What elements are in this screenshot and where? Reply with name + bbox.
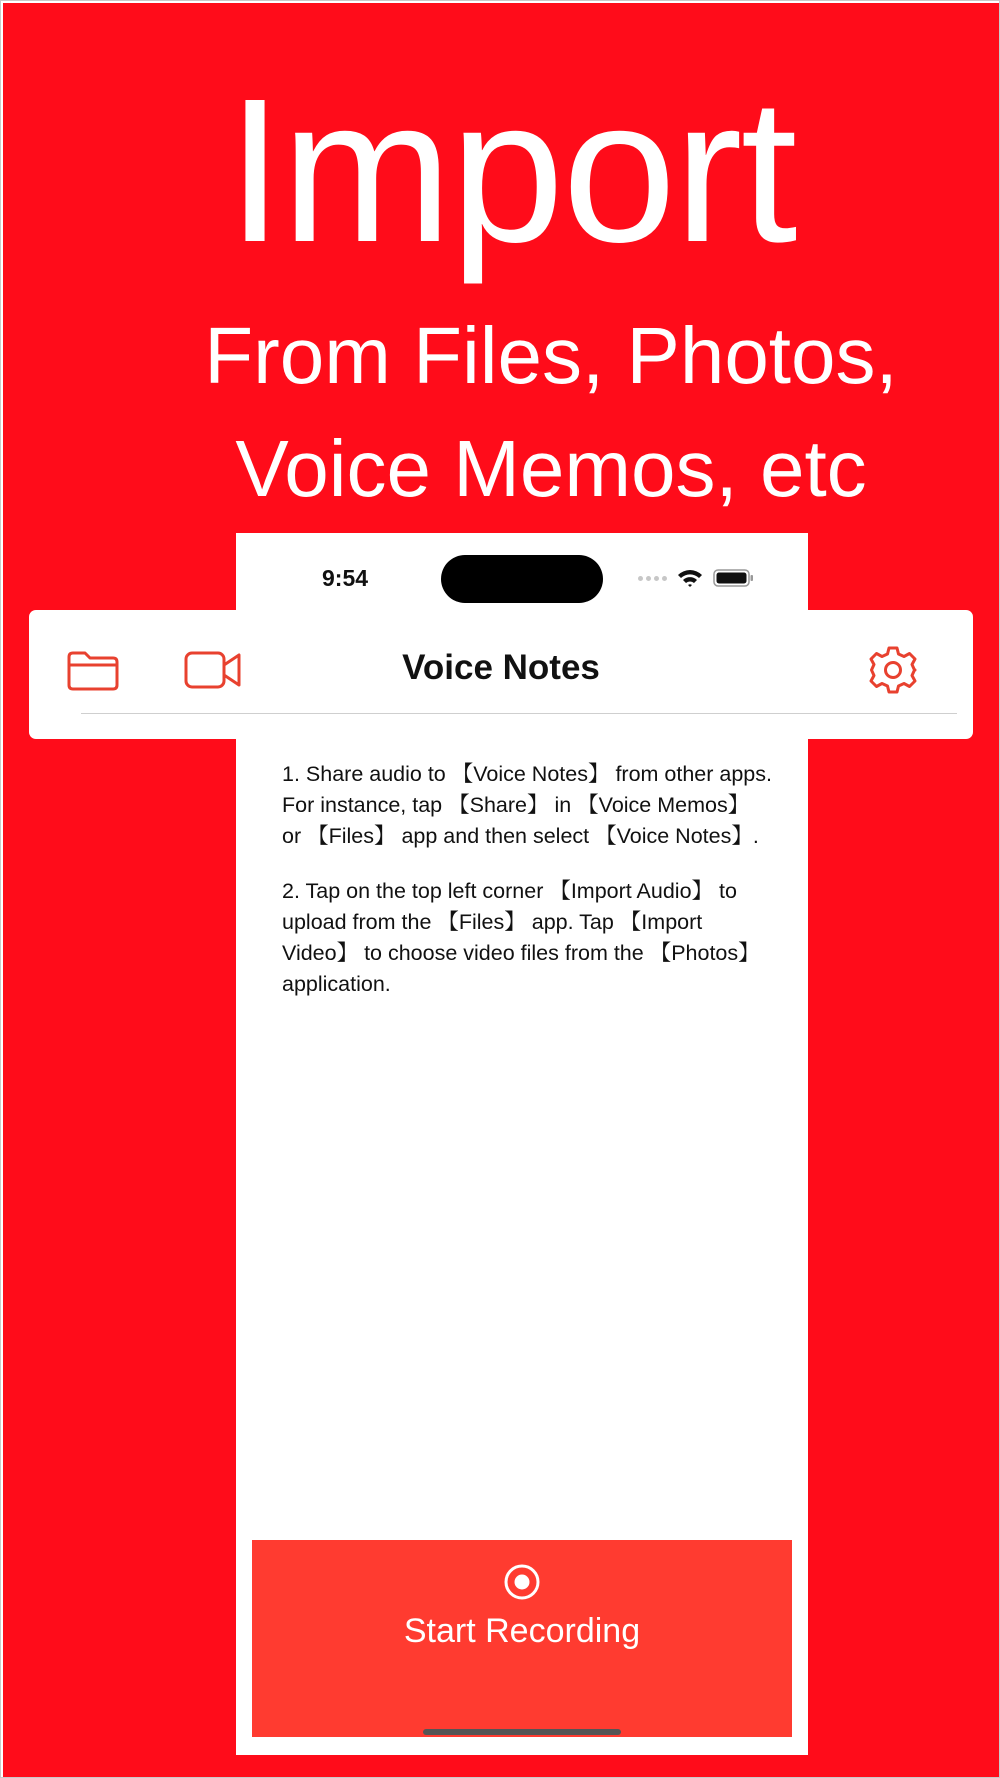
status-icons [638,568,755,588]
promo-headline: Import [226,56,796,285]
nav-divider [81,713,957,714]
nav-title: Voice Notes [402,648,600,687]
nav-bar [29,610,973,739]
battery-icon [713,568,755,588]
instruction-step-2: 2. Tap on the top left corner 【Import Audio】 to upload from the 【Files】 app. Tap 【Import Video】 to choose video files from the 【Photos】 application. [282,879,760,996]
home-indicator [423,1729,621,1735]
start-recording-label: Start Recording [403,1612,641,1650]
instructions [282,759,772,1024]
promo-subline-1: From Files, Photos, [204,311,898,400]
status-time: 9:54 [322,565,369,591]
gear-icon[interactable] [863,645,923,695]
record-icon [502,1562,542,1602]
start-recording-button[interactable] [252,1540,792,1737]
dynamic-island [441,555,603,603]
signal-icon [638,576,667,581]
wifi-icon [677,568,703,588]
promo-subline-2: Voice Memos, etc [235,424,867,513]
instruction-step-1: 1. Share audio to 【Voice Notes】 from other apps. For instance, tap 【Share】 in 【Voice Memos】 or 【Files】 app and then select 【Voice Notes】. [282,762,772,848]
